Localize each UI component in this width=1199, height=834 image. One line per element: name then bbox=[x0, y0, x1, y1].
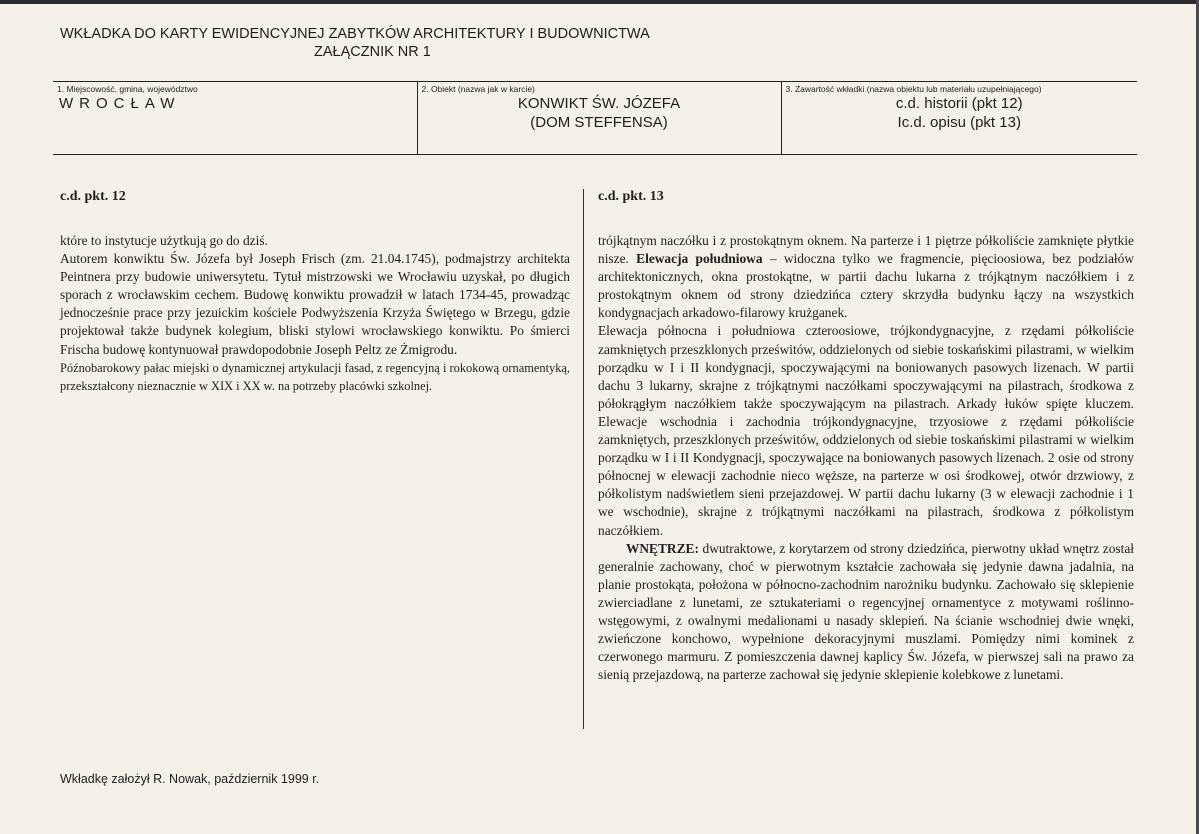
history-heading: c.d. pkt. 12 bbox=[60, 189, 126, 204]
description-paragraph-2: Elewacja północna i południowa czteroosiowe, trójkondygnacyjne, z rzędami półkoliście zamkniętych przeszklonych prześwitów, oddzielonych od siebie toskańskimi pilastrami, w wielkim porządku w I i II kondygnacji, spoczywającymi na boniowanych pasowych lizenach. W partii dachu 3 lukarny, skrajne z trójkątnymi naczółkami spoczywającymi na pilastrach, środkowa z półokrągłym naczółkiem także spoczywającym na pilastrach. Arkady łuków spięte kluczem. Elewacje wschodnia i zachodnia trójkondygnacyjne, trzyosiowe z rzędami półkoliście zamkniętych, przeszklonych prześwitów, oddzielonych od siebie toskańskimi pilastrami w wielkim porządku w I i II Kondygnacji, spoczywające na boniowanych pasowych lizenach. 2 osie od strony północnej w elewacji zachodnie nieco węższe, na parterze w osi środkowej, otwór drzwiowy, z półkolistym nadświetlem sieni przejazdowej. W partii dachu lukarny (3 w elewacji zachodnie i 1 we wschodnie), skrajne z trójkątnymi naczółkami na pilastrach, środkowa z półkolistym naczółkiem. bbox=[598, 323, 1134, 538]
history-paragraph-1: które to instytucje użytkują go do dziś. bbox=[60, 233, 268, 248]
south-elevation-label: Elewacja południowa bbox=[636, 251, 763, 267]
metadata-table bbox=[53, 81, 1137, 155]
form-subtitle: ZAŁĄCZNIK NR 1 bbox=[314, 44, 431, 60]
object-alt-name: (DOM STEFFENSA) bbox=[530, 114, 668, 131]
description-text: – widoczna tylko we fragmencie, pięcioosiowa, bez podziałów architektonicznych, okna prostokątne, w partii dachu lukarna z trójkątnym naczółkiem i z prostokątnym oknem od strony dziedzińca cztery skrzydła budynku łączy na wszystkich kondygnacjach arkadowo-filarowy krużganek. bbox=[598, 251, 1134, 321]
interior-paragraph bbox=[598, 540, 1134, 685]
footer-note: Wkładkę założył R. Nowak, październik 1999 r. bbox=[60, 772, 320, 786]
history-paragraph-2: Autorem konwiktu Św. Józefa był Joseph Frisch (zm. 21.04.1745), podmajstrzy architekta Peintnera przy budowie uniwersytetu. Tytuł mistrzowski we Wrocławiu uzyskał, po długich sporach z wrocławskim cechem. Budowę konwiktu prowadził w latach 1734-45, prowadząc jednocześnie prace przy jezuickim kościele Podwyższenia Krzyża Świętego w Brzegu, gdzie projektował także budynek kolegium, bliski stylowi wrocławskiego konwiktu. Po śmierci Frischa budowę kontynuował prawdopodobnie Joseph Peltz ze Żmigrodu. bbox=[60, 251, 570, 357]
scan-border-top bbox=[0, 0, 1199, 4]
column-divider bbox=[583, 189, 584, 729]
interior-label: WNĘTRZE: bbox=[626, 540, 699, 556]
location-caption: 1. Miejscowość, gmina, województwo bbox=[57, 84, 198, 94]
description-text: trójkątnym naczółku i z prostokątnym oknem. Na parterze i 1 piętrze półkoliście zamknięte płytkie nisze. bbox=[598, 233, 1134, 267]
description-heading: c.d. pkt. 13 bbox=[598, 189, 664, 204]
form-title: WKŁADKA DO KARTY EWIDENCYJNEJ ZABYTKÓW ARCHITEKTURY I BUDOWNICTWA bbox=[60, 26, 650, 42]
history-paragraph-3: Późnobarokowy pałac miejski o dynamicznej artykulacji fasad, z regencyjną i rokokową ornamentyką, przekształcony nieznacznie w XIX i XX w. na potrzeby placówki szkolnej. bbox=[60, 360, 570, 393]
content-caption: 3. Zawartość wkładki (nazwa obiektu lub materiału uzupełniającego) bbox=[785, 84, 1042, 94]
description-column bbox=[598, 188, 1134, 684]
location-cell bbox=[53, 82, 417, 155]
object-cell bbox=[417, 82, 781, 155]
content-value-history: c.d. historii (pkt 12) bbox=[895, 95, 1023, 112]
object-name: KONWIKT ŚW. JÓZEFA bbox=[517, 95, 681, 112]
form-header bbox=[60, 25, 720, 61]
content-cell bbox=[781, 82, 1137, 155]
description-paragraph-1 bbox=[598, 232, 1134, 322]
object-caption: 2. Obiekt (nazwa jak w karcie) bbox=[421, 84, 535, 94]
history-column bbox=[60, 188, 570, 395]
content-value-description: Ic.d. opisu (pkt 13) bbox=[897, 114, 1021, 131]
interior-text: dwutraktowe, z korytarzem od strony dziedzińca, pierwotny układ wnętrz został generalnie zachowany, choć w pierwotnym kształcie zachowała się jedynie dawna jadalnia, na planie prostokąta, położona w północno-zachodnim narożniku budynku. Zachowało się sklepienie zwierciadlane z lunetami, ze sztukateriami o regencyjnej ornamentyce z motywami roślinno-wstęgowymi, z owalnymi medalionami u nasady sklepień. Na ścianie wschodniej dwie wnęki, zwieńczone konchowo, wypełnione dekoracyjnymi muszlami. Pomiędzy nimi kominek z czerwonego marmuru. Z pomieszczenia dawnej kaplicy Św. Józefa, w pierwszej sali na prawo za sienią przejazdową, na parterze zachował się jedynie sklepienie kolebkowe z lunetami. bbox=[598, 540, 1134, 683]
location-value: WROCŁAW bbox=[59, 95, 181, 112]
